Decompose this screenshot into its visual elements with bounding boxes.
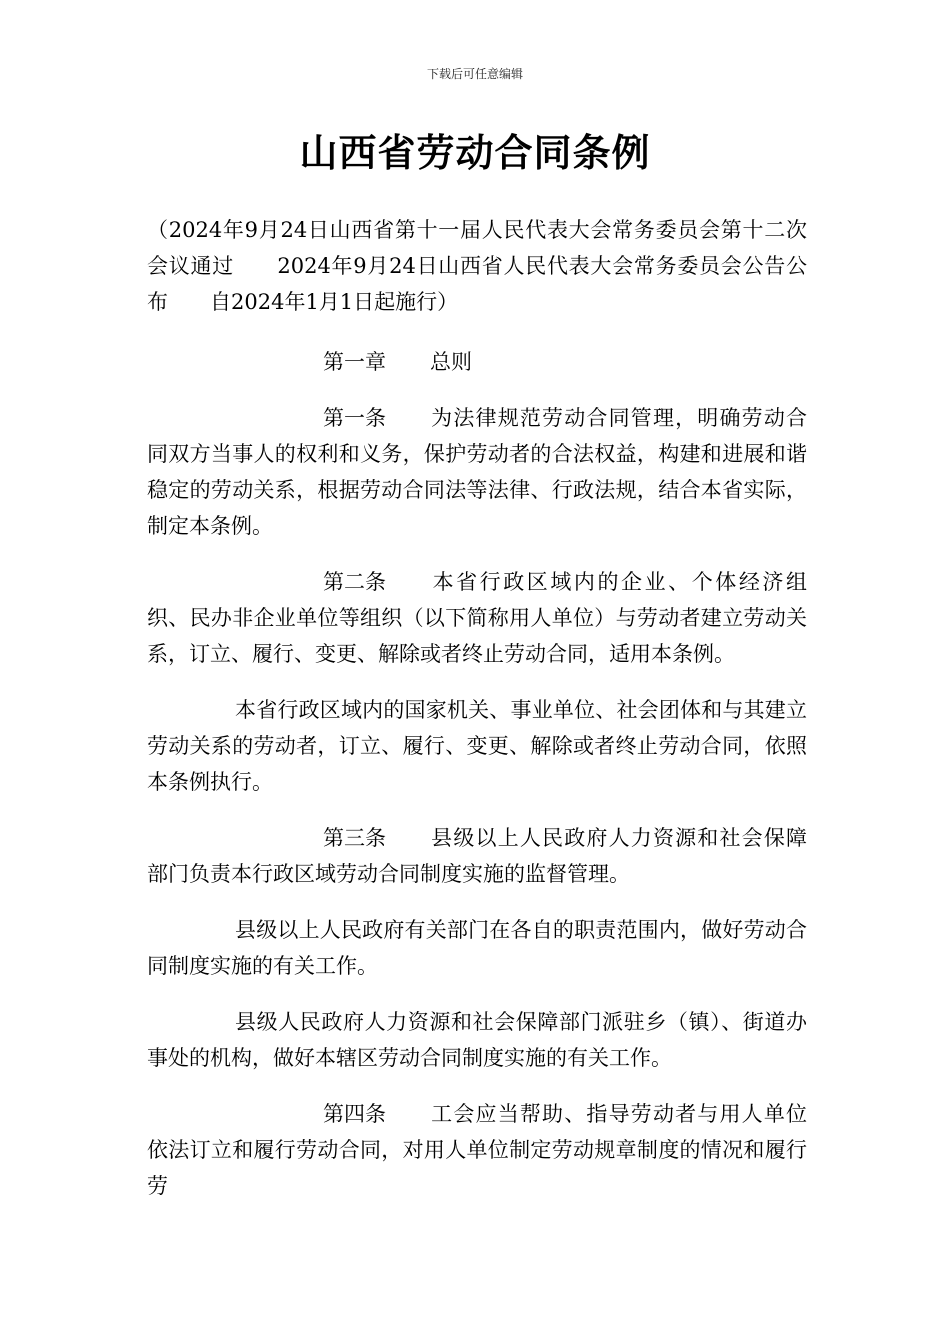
article-number: 第二条 [323, 570, 386, 594]
article-text: 工会应当帮助、指导劳动者与用人单位依法订立和履行劳动合同，对用人单位制定劳动规章制度的情况和履行劳 [147, 1102, 807, 1198]
chapter-name: 总则 [430, 350, 472, 374]
preamble: （2024年9月24日山西省第十一届人民代表大会常务委员会第十二次会议通过 2024年9月24日山西省人民代表大会常务委员会公告公布 自2024年1月1日起施行） [147, 218, 807, 314]
document-body [147, 212, 807, 1224]
document-title: 山西省劳动合同条例 [299, 131, 651, 175]
header-note: 下载后可任意编辑 [426, 67, 523, 81]
article-text: 县级以上人民政府人力资源和社会保障部门负责本行政区域劳动合同制度实施的监督管理。 [147, 826, 807, 886]
article-number: 第三条 [323, 826, 386, 850]
article-text: 本省行政区域内的企业、个体经济组织、民办非企业单位等组织（以下简称用人单位）与劳动者建立劳动关系，订立、履行、变更、解除或者终止劳动合同，适用本条例。 [147, 570, 807, 666]
article-4 [147, 1096, 807, 1204]
article-3-paragraph-3 [147, 1004, 807, 1076]
article-number: 第一条 [323, 406, 386, 430]
article-text: 县级以上人民政府有关部门在各自的职责范围内，做好劳动合同制度实施的有关工作。 [147, 918, 807, 978]
article-text: 为法律规范劳动合同管理，明确劳动合同双方当事人的权利和义务，保护劳动者的合法权益，构建和进展和谐稳定的劳动关系，根据劳动合同法等法律、行政法规，结合本省实际，制定本条例。 [147, 406, 807, 538]
article-3-paragraph-2 [147, 912, 807, 984]
article-1 [147, 400, 807, 544]
chapter-heading [147, 344, 807, 380]
chapter-number: 第一章 [323, 350, 386, 374]
article-text: 县级人民政府人力资源和社会保障部门派驻乡（镇）、街道办事处的机构，做好本辖区劳动合同制度实施的有关工作。 [147, 1010, 807, 1070]
article-2 [147, 564, 807, 672]
article-3 [147, 820, 807, 892]
article-2-paragraph-2 [147, 692, 807, 800]
article-text: 本省行政区域内的国家机关、事业单位、社会团体和与其建立劳动关系的劳动者，订立、履行、变更、解除或者终止劳动合同，依照本条例执行。 [147, 698, 807, 794]
article-number: 第四条 [323, 1102, 386, 1126]
